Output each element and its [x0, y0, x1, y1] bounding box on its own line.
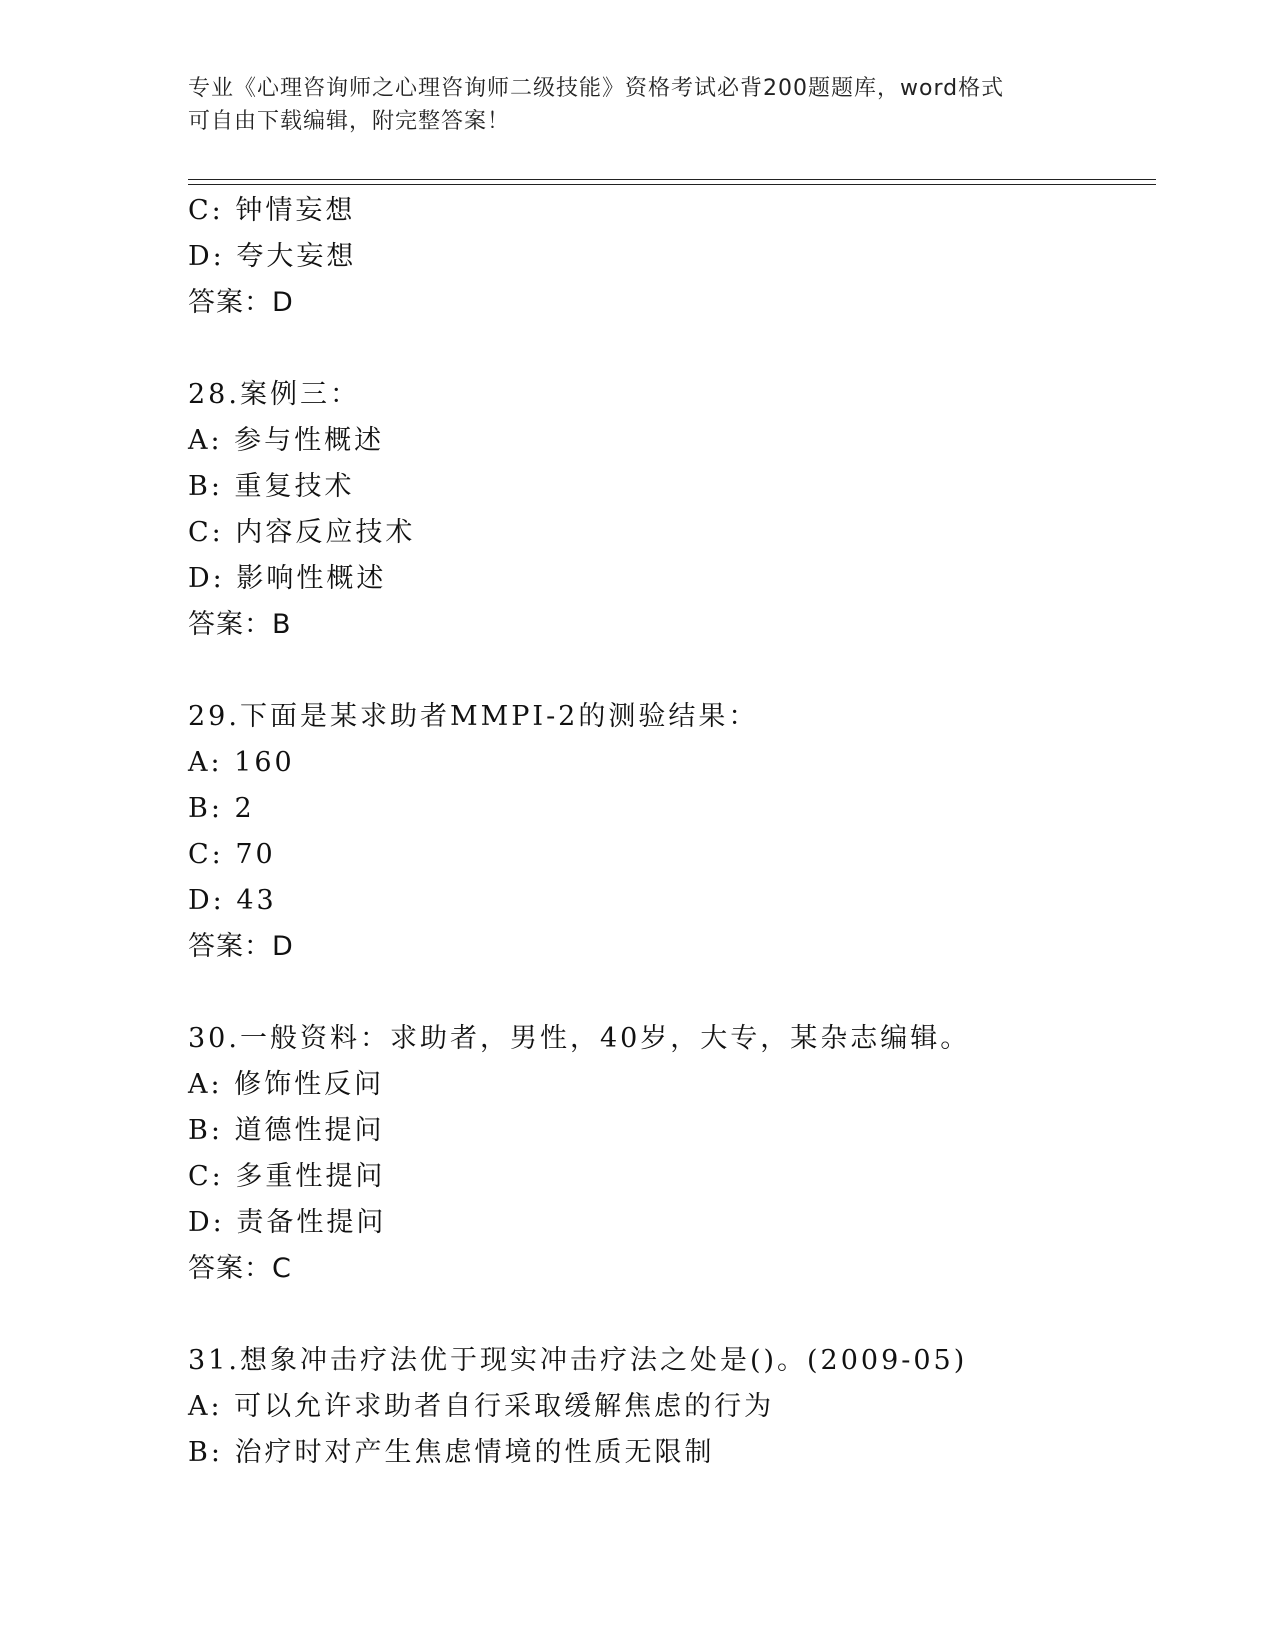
header-line-2: 可自由下载编辑，附完整答案！ [188, 109, 511, 134]
header-line-1: 专业《心理咨询师之心理咨询师二级技能》资格考试必背200题题库，word格式 [188, 76, 1005, 101]
spacer [188, 1292, 1168, 1338]
question-list [188, 188, 1168, 1476]
question-28 [188, 372, 1168, 648]
question-31 [188, 1338, 1168, 1476]
option-b: B: 道德性提问 [188, 1115, 385, 1146]
question-stem: 29.下面是某求助者MMPI-2的测验结果： [188, 701, 759, 732]
question-stem: 28.案例三： [188, 379, 360, 410]
question-stem: 31.想象冲击疗法优于现实冲击疗法之处是()。(2009-05) [188, 1345, 968, 1376]
option-d: D: 43 [188, 885, 277, 916]
document-header [188, 72, 1068, 138]
question-stem: 30.一般资料：求助者，男性，40岁，大专，某杂志编辑。 [188, 1023, 971, 1054]
answer: 答案：D [188, 287, 294, 318]
spacer [188, 970, 1168, 1016]
option-a: A: 可以允许求助者自行采取缓解焦虑的行为 [188, 1391, 775, 1422]
header-rule-bottom [188, 184, 1156, 185]
question-30 [188, 1016, 1168, 1292]
answer: 答案：B [188, 609, 292, 640]
spacer [188, 326, 1168, 372]
option-b: B: 重复技术 [188, 471, 355, 502]
answer: 答案：D [188, 931, 294, 962]
option-b: B: 治疗时对产生焦虑情境的性质无限制 [188, 1437, 715, 1468]
question-fragment [188, 188, 1168, 326]
question-29 [188, 694, 1168, 970]
answer: 答案：C [188, 1253, 292, 1284]
option-c: C: 内容反应技术 [188, 517, 416, 548]
option-c: C: 多重性提问 [188, 1161, 386, 1192]
header-rule-top [188, 179, 1156, 180]
option-d: D: 责备性提问 [188, 1207, 387, 1238]
option-a: A: 160 [188, 747, 295, 778]
option-a: A: 参与性概述 [188, 425, 385, 456]
spacer [188, 648, 1168, 694]
option-d: D: 夸大妄想 [188, 241, 357, 272]
option-a: A: 修饰性反问 [188, 1069, 385, 1100]
option-c: C: 70 [188, 839, 276, 870]
option-d: D: 影响性概述 [188, 563, 387, 594]
option-c: C: 钟情妄想 [188, 195, 356, 226]
option-b: B: 2 [188, 793, 255, 824]
